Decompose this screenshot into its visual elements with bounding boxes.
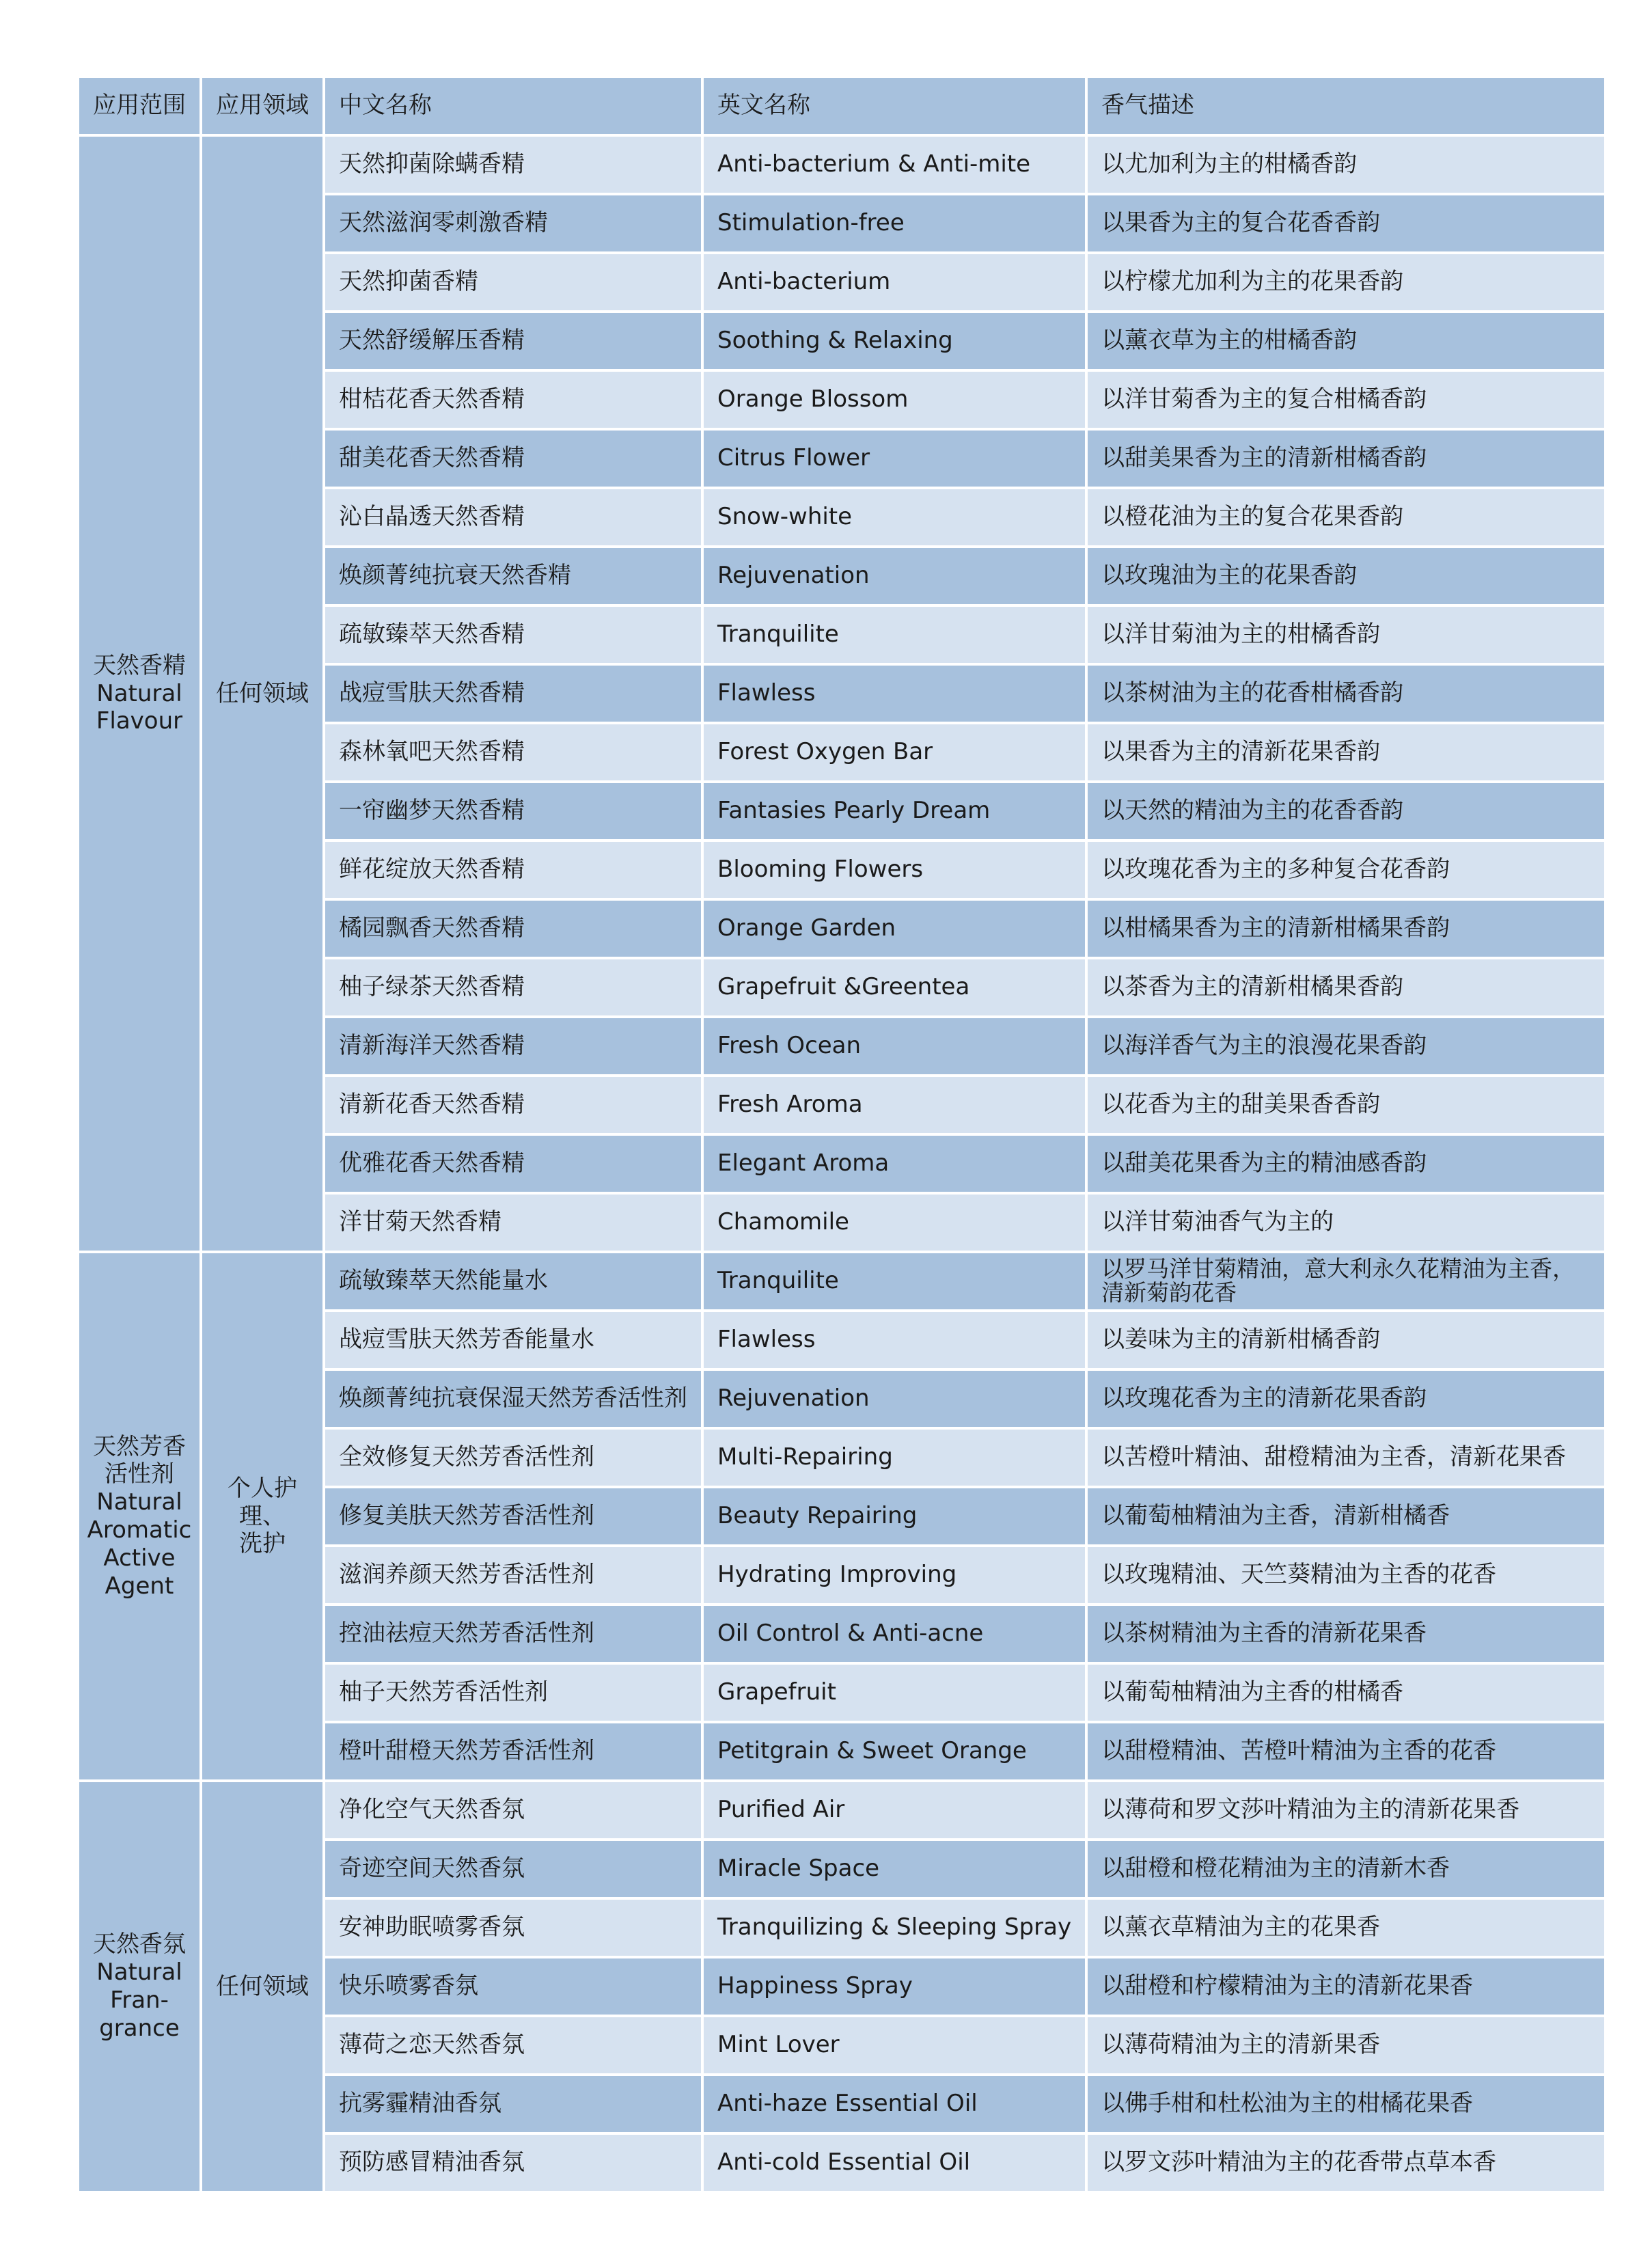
english-name-cell: Flawless <box>704 666 1085 722</box>
english-name-cell: Anti-cold Essential Oil <box>704 2135 1085 2191</box>
scope-label-line: Agent <box>105 1572 174 1600</box>
chinese-name-cell: 沁白晶透天然香精 <box>325 489 701 545</box>
fragrance-product-table <box>77 75 1607 2194</box>
header-row <box>79 78 1604 134</box>
scope-label-line: grance <box>99 2014 180 2042</box>
english-name-cell: Tranquilite <box>704 1253 1085 1309</box>
aroma-description-cell: 以玫瑰花香为主的多种复合花香韵 <box>1088 842 1604 898</box>
aroma-description-cell: 以薄荷和罗文莎叶精油为主的清新花果香 <box>1088 1782 1604 1838</box>
english-name-cell: Stimulation-free <box>704 195 1085 251</box>
scope-label-line: Aromatic <box>87 1516 192 1544</box>
chinese-name-cell: 战痘雪肤天然芳香能量水 <box>325 1312 701 1368</box>
english-name-cell: Rejuvenation <box>704 1371 1085 1427</box>
aroma-description-cell: 以茶香为主的清新柑橘果香韵 <box>1088 959 1604 1015</box>
english-name-cell: Fantasies Pearly Dream <box>704 783 1085 839</box>
chinese-name-cell: 天然滋润零刺激香精 <box>325 195 701 251</box>
aroma-description-cell: 以甜橙和橙花精油为主的清新木香 <box>1088 1841 1604 1897</box>
chinese-name-cell: 净化空气天然香氛 <box>325 1782 701 1838</box>
english-name-cell: Purified Air <box>704 1782 1085 1838</box>
chinese-name-cell: 清新花香天然香精 <box>325 1077 701 1133</box>
chinese-name-cell: 橙叶甜橙天然芳香活性剂 <box>325 1723 701 1779</box>
aroma-description-cell: 以柑橘果香为主的清新柑橘果香韵 <box>1088 901 1604 957</box>
table-body <box>79 137 1604 2191</box>
english-name-cell: Forest Oxygen Bar <box>704 724 1085 780</box>
english-name-cell: Happiness Spray <box>704 1958 1085 2015</box>
english-name-cell: Multi-Repairing <box>704 1430 1085 1486</box>
aroma-description-cell: 以葡萄柚精油为主香的柑橘香 <box>1088 1665 1604 1721</box>
english-name-cell: Miracle Space <box>704 1841 1085 1897</box>
chinese-name-cell: 疏敏臻萃天然香精 <box>325 607 701 663</box>
chinese-name-cell: 鲜花绽放天然香精 <box>325 842 701 898</box>
aroma-description-cell: 以尤加利为主的柑橘香韵 <box>1088 137 1604 193</box>
aroma-description-cell: 以甜橙精油、苦橙叶精油为主香的花香 <box>1088 1723 1604 1779</box>
aroma-description-cell: 以玫瑰花香为主的清新花果香韵 <box>1088 1371 1604 1427</box>
scope-label-line: Natural <box>96 679 182 707</box>
field-label-line: 任何领域 <box>216 679 309 707</box>
chinese-name-cell: 安神助眠喷雾香氛 <box>325 1900 701 1956</box>
header-field: 应用领域 <box>202 78 322 134</box>
field-label-line: 个人护理、 <box>228 1474 297 1530</box>
aroma-description-cell: 以天然的精油为主的花香香韵 <box>1088 783 1604 839</box>
aroma-description-cell: 以罗马洋甘菊精油，意大利永久花精油为主香，清新菊韵花香 <box>1088 1253 1604 1309</box>
table-row <box>79 137 1604 193</box>
scope-cell <box>79 1253 199 1779</box>
aroma-description-cell: 以柠檬尤加利为主的花果香韵 <box>1088 254 1604 310</box>
chinese-name-cell: 抗雾霾精油香氛 <box>325 2076 701 2132</box>
aroma-description-cell: 以海洋香气为主的浪漫花果香韵 <box>1088 1018 1604 1074</box>
chinese-name-cell: 疏敏臻萃天然能量水 <box>325 1253 701 1309</box>
aroma-description-cell: 以玫瑰精油、天竺葵精油为主香的花香 <box>1088 1547 1604 1603</box>
chinese-name-cell: 甜美花香天然香精 <box>325 431 701 487</box>
chinese-name-cell: 天然抑菌除螨香精 <box>325 137 701 193</box>
chinese-name-cell: 修复美肤天然芳香活性剂 <box>325 1488 701 1544</box>
english-name-cell: Petitgrain & Sweet Orange <box>704 1723 1085 1779</box>
english-name-cell: Anti-bacterium & Anti-mite <box>704 137 1085 193</box>
header-aroma-description: 香气描述 <box>1088 78 1604 134</box>
chinese-name-cell: 天然抑菌香精 <box>325 254 701 310</box>
aroma-description-cell: 以甜美花果香为主的精油感香韵 <box>1088 1136 1604 1192</box>
scope-label-line: 天然芳香 <box>93 1432 186 1460</box>
english-name-cell: Elegant Aroma <box>704 1136 1085 1192</box>
english-name-cell: Hydrating Improving <box>704 1547 1085 1603</box>
english-name-cell: Oil Control & Anti-acne <box>704 1606 1085 1662</box>
header-scope: 应用范围 <box>79 78 199 134</box>
chinese-name-cell: 柚子绿茶天然香精 <box>325 959 701 1015</box>
aroma-description-cell: 以果香为主的复合花香香韵 <box>1088 195 1604 251</box>
chinese-name-cell: 天然舒缓解压香精 <box>325 313 701 369</box>
aroma-description-cell: 以姜味为主的清新柑橘香韵 <box>1088 1312 1604 1368</box>
chinese-name-cell: 柚子天然芳香活性剂 <box>325 1665 701 1721</box>
aroma-description-cell: 以花香为主的甜美果香香韵 <box>1088 1077 1604 1133</box>
english-name-cell: Fresh Aroma <box>704 1077 1085 1133</box>
table-row <box>79 1782 1604 1838</box>
english-name-cell: Orange Garden <box>704 901 1085 957</box>
aroma-description-cell: 以佛手柑和杜松油为主的柑橘花果香 <box>1088 2076 1604 2132</box>
chinese-name-cell: 清新海洋天然香精 <box>325 1018 701 1074</box>
chinese-name-cell: 控油祛痘天然芳香活性剂 <box>325 1606 701 1662</box>
aroma-description-cell: 以罗文莎叶精油为主的花香带点草本香 <box>1088 2135 1604 2191</box>
chinese-name-cell: 优雅花香天然香精 <box>325 1136 701 1192</box>
chinese-name-cell: 柑桔花香天然香精 <box>325 372 701 428</box>
scope-label-line: Flavour <box>96 707 183 735</box>
scope-label-line: 天然香精 <box>93 651 186 679</box>
aroma-description-cell: 以甜美果香为主的清新柑橘香韵 <box>1088 431 1604 487</box>
scope-label-line: 天然香氛 <box>93 1930 186 1958</box>
aroma-description-cell: 以果香为主的清新花果香韵 <box>1088 724 1604 780</box>
english-name-cell: Grapefruit <box>704 1665 1085 1721</box>
english-name-cell: Tranquilite <box>704 607 1085 663</box>
scope-label-line: Active <box>103 1544 176 1572</box>
chinese-name-cell: 奇迹空间天然香氛 <box>325 1841 701 1897</box>
aroma-description-cell: 以甜橙和柠檬精油为主的清新花果香 <box>1088 1958 1604 2015</box>
english-name-cell: Mint Lover <box>704 2017 1085 2073</box>
english-name-cell: Rejuvenation <box>704 548 1085 604</box>
scope-label-line: 活性剂 <box>105 1460 174 1488</box>
english-name-cell: Orange Blossom <box>704 372 1085 428</box>
english-name-cell: Soothing & Relaxing <box>704 313 1085 369</box>
english-name-cell: Fresh Ocean <box>704 1018 1085 1074</box>
english-name-cell: Grapefruit &Greentea <box>704 959 1085 1015</box>
chinese-name-cell: 薄荷之恋天然香氛 <box>325 2017 701 2073</box>
aroma-description-cell: 以苦橙叶精油、甜橙精油为主香，清新花果香 <box>1088 1430 1604 1486</box>
english-name-cell: Citrus Flower <box>704 431 1085 487</box>
english-name-cell: Beauty Repairing <box>704 1488 1085 1544</box>
field-label-line: 洗护 <box>239 1530 286 1558</box>
chinese-name-cell: 滋润养颜天然芳香活性剂 <box>325 1547 701 1603</box>
chinese-name-cell: 森林氧吧天然香精 <box>325 724 701 780</box>
field-cell <box>202 1782 322 2191</box>
chinese-name-cell: 橘园飘香天然香精 <box>325 901 701 957</box>
chinese-name-cell: 全效修复天然芳香活性剂 <box>325 1430 701 1486</box>
english-name-cell: Chamomile <box>704 1195 1085 1251</box>
english-name-cell: Anti-bacterium <box>704 254 1085 310</box>
header-chinese-name: 中文名称 <box>325 78 701 134</box>
field-label-line: 任何领域 <box>216 1972 309 2000</box>
aroma-description-cell: 以薄荷精油为主的清新果香 <box>1088 2017 1604 2073</box>
english-name-cell: Anti-haze Essential Oil <box>704 2076 1085 2132</box>
scope-label-line: Fran- <box>110 1987 169 2014</box>
aroma-description-cell: 以薰衣草为主的柑橘香韵 <box>1088 313 1604 369</box>
aroma-description-cell: 以橙花油为主的复合花果香韵 <box>1088 489 1604 545</box>
aroma-description-cell: 以葡萄柚精油为主香，清新柑橘香 <box>1088 1488 1604 1544</box>
aroma-description-cell: 以玫瑰油为主的花果香韵 <box>1088 548 1604 604</box>
chinese-name-cell: 预防感冒精油香氛 <box>325 2135 701 2191</box>
aroma-description-cell: 以茶树精油为主香的清新花果香 <box>1088 1606 1604 1662</box>
aroma-description-cell: 以洋甘菊油香气为主的 <box>1088 1195 1604 1251</box>
scope-label-line: Natural <box>96 1488 182 1516</box>
field-cell <box>202 137 322 1251</box>
header-english-name: 英文名称 <box>704 78 1085 134</box>
english-name-cell: Flawless <box>704 1312 1085 1368</box>
chinese-name-cell: 焕颜菁纯抗衰天然香精 <box>325 548 701 604</box>
table-row <box>79 1253 1604 1309</box>
chinese-name-cell: 洋甘菊天然香精 <box>325 1195 701 1251</box>
aroma-description-cell: 以茶树油为主的花香柑橘香韵 <box>1088 666 1604 722</box>
aroma-description-cell: 以薰衣草精油为主的花果香 <box>1088 1900 1604 1956</box>
english-name-cell: Snow-white <box>704 489 1085 545</box>
english-name-cell: Tranquilizing & Sleeping Spray <box>704 1900 1085 1956</box>
scope-cell <box>79 137 199 1251</box>
english-name-cell: Blooming Flowers <box>704 842 1085 898</box>
chinese-name-cell: 一帘幽梦天然香精 <box>325 783 701 839</box>
aroma-description-cell: 以洋甘菊香为主的复合柑橘香韵 <box>1088 372 1604 428</box>
chinese-name-cell: 焕颜菁纯抗衰保湿天然芳香活性剂 <box>325 1371 701 1427</box>
field-cell <box>202 1253 322 1779</box>
aroma-description-cell: 以洋甘菊油为主的柑橘香韵 <box>1088 607 1604 663</box>
chinese-name-cell: 快乐喷雾香氛 <box>325 1958 701 2015</box>
chinese-name-cell: 战痘雪肤天然香精 <box>325 666 701 722</box>
scope-cell <box>79 1782 199 2191</box>
scope-label-line: Natural <box>96 1958 182 1987</box>
